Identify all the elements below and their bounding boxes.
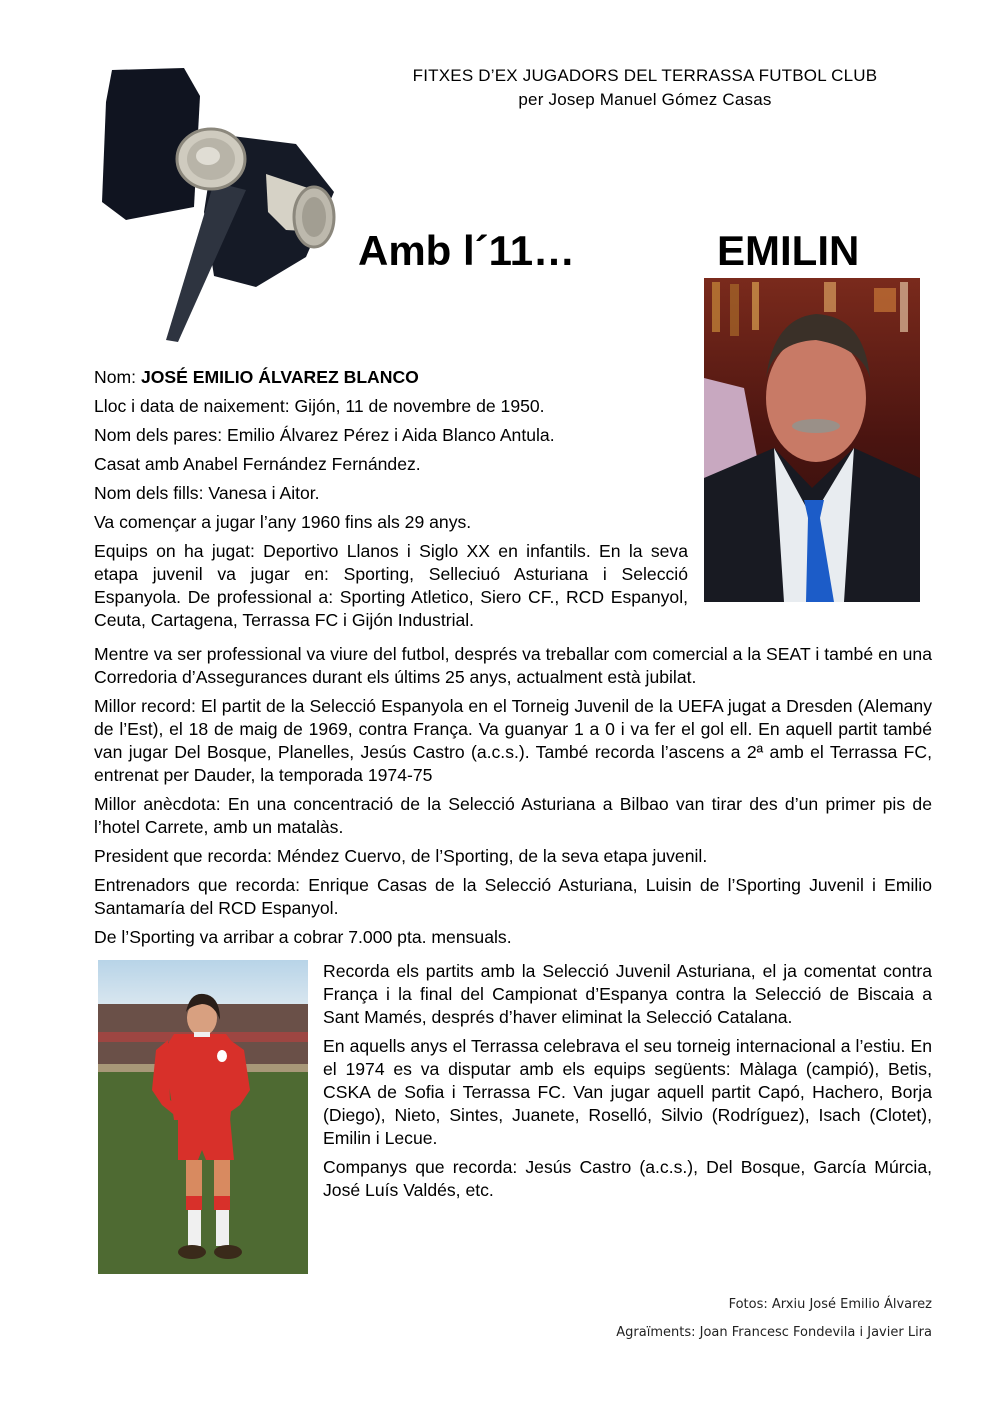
married-info: Casat amb Anabel Fernández Fernández. [94,454,421,474]
tournament-info: En aquells anys el Terrassa celebrava el seu torneig internacional a l’estiu. En el 1974 es va disputar amb els equips següents: Màlaga (campió), Betis, CSKA de Sofia i Terrassa FC. Van jugar aquell partit Capó, Hachero, Borja (Diego), Nieto, Sintes, Juanete, Roselló, Silvio (Rodríguez), Isach (Clotet), Emilin i Lecue. [323,1036,932,1148]
career-start-info: Va començar a jugar l’any 1960 fins als 29 anys. [94,512,472,532]
player-image [98,960,308,1274]
children-info: Nom dels fills: Vanesa i Aitor. [94,483,320,503]
portrait-image [704,278,920,602]
player-nickname-title: EMILIN [717,227,860,274]
matches-info: Recorda els partits amb la Selecció Juvenil Asturiana, el ja comentat contra França i la final del Campionat d’Espanya contra la Selecció de Biscaia a Sant Mamés, després d’haver eliminat la Selecció Catalana. [323,961,932,1027]
birth-info: Lloc i data de naixement: Gijón, 11 de novembre de 1950. [94,396,545,416]
bio-bottom-section [323,960,932,1208]
teams-info: Equips on ha jugat: Deportivo Llanos i Siglo XX en infantils. En la seva etapa juvenil va jugar en: Sporting, Selleciuó Asturiana i Selecció Espanyola. De professional a: Sporting Atletico, Siero CF., RCD Espanyol, Ceuta, Cartagena, Terrassa FC i Gijón Industrial. [94,541,688,630]
anecdote-info: Millor anècdota: En una concentració de la Selecció Asturiana a Bilbao van tirar des d’un primer pis de l’hotel Carrete, amb un matalàs. [94,794,932,837]
name-line [94,366,688,389]
author-line: per Josep Manuel Gómez Casas [518,90,772,109]
loudspeaker-image [96,62,346,342]
photo-credits: Fotos: Arxiu José Emilio Álvarez [728,1297,932,1312]
teammates-info: Companys que recorda: Jesús Castro (a.c.s.), Del Bosque, García Múrcia, José Luís Valdés, etc. [323,1157,932,1200]
salary-info: De l’Sporting va arribar a cobrar 7.000 pta. mensuals. [94,927,512,947]
player-photo [98,960,308,1274]
name-label: Nom: [94,367,141,387]
bio-top-section [94,366,688,638]
document-header [340,64,950,112]
portrait-photo [704,278,920,602]
president-info: President que recorda: Méndez Cuervo, de l’Sporting, de la seva etapa juvenil. [94,846,708,866]
page-title-prefix: Amb l´11… [358,227,576,274]
loudspeaker-icon [96,62,346,342]
full-name: JOSÉ EMILIO ÁLVAREZ BLANCO [140,367,419,387]
series-title: FITXES D’EX JUGADORS DEL TERRASSA FUTBOL CLUB [412,66,878,85]
bio-middle-section [94,643,932,955]
parents-info: Nom dels pares: Emilio Álvarez Pérez i Aida Blanco Antula. [94,425,555,445]
acknowledgements: Agraïments: Joan Francesc Fondevila i Javier Lira [616,1325,932,1340]
career-info: Mentre va ser professional va viure del futbol, després va treballar com comercial a la SEAT i també en una Corredoria d’Assegurances durant els últims 25 anys, actualment està jubilat. [94,644,932,687]
best-record-info: Millor record: El partit de la Selecció Espanyola en el Torneig Juvenil de la UEFA jugat a Dresden (Alemany de l’Est), el 18 de maig de 1969, contra França. Va guanyar 1 a 0 i va fer el gol ell. En aquell partit també van jugar Del Bosque, Planelles, Jesús Castro (a.c.s.). També recorda l’ascens a 2ª amb el Terrassa FC, entrenat per Dauder, la temporada 1974-75 [94,696,932,785]
coaches-info: Entrenadors que recorda: Enrique Casas de la Selecció Asturiana, Luisin de l’Sporting Juvenil i Emilio Santamaría del RCD Espanyol. [94,875,932,918]
